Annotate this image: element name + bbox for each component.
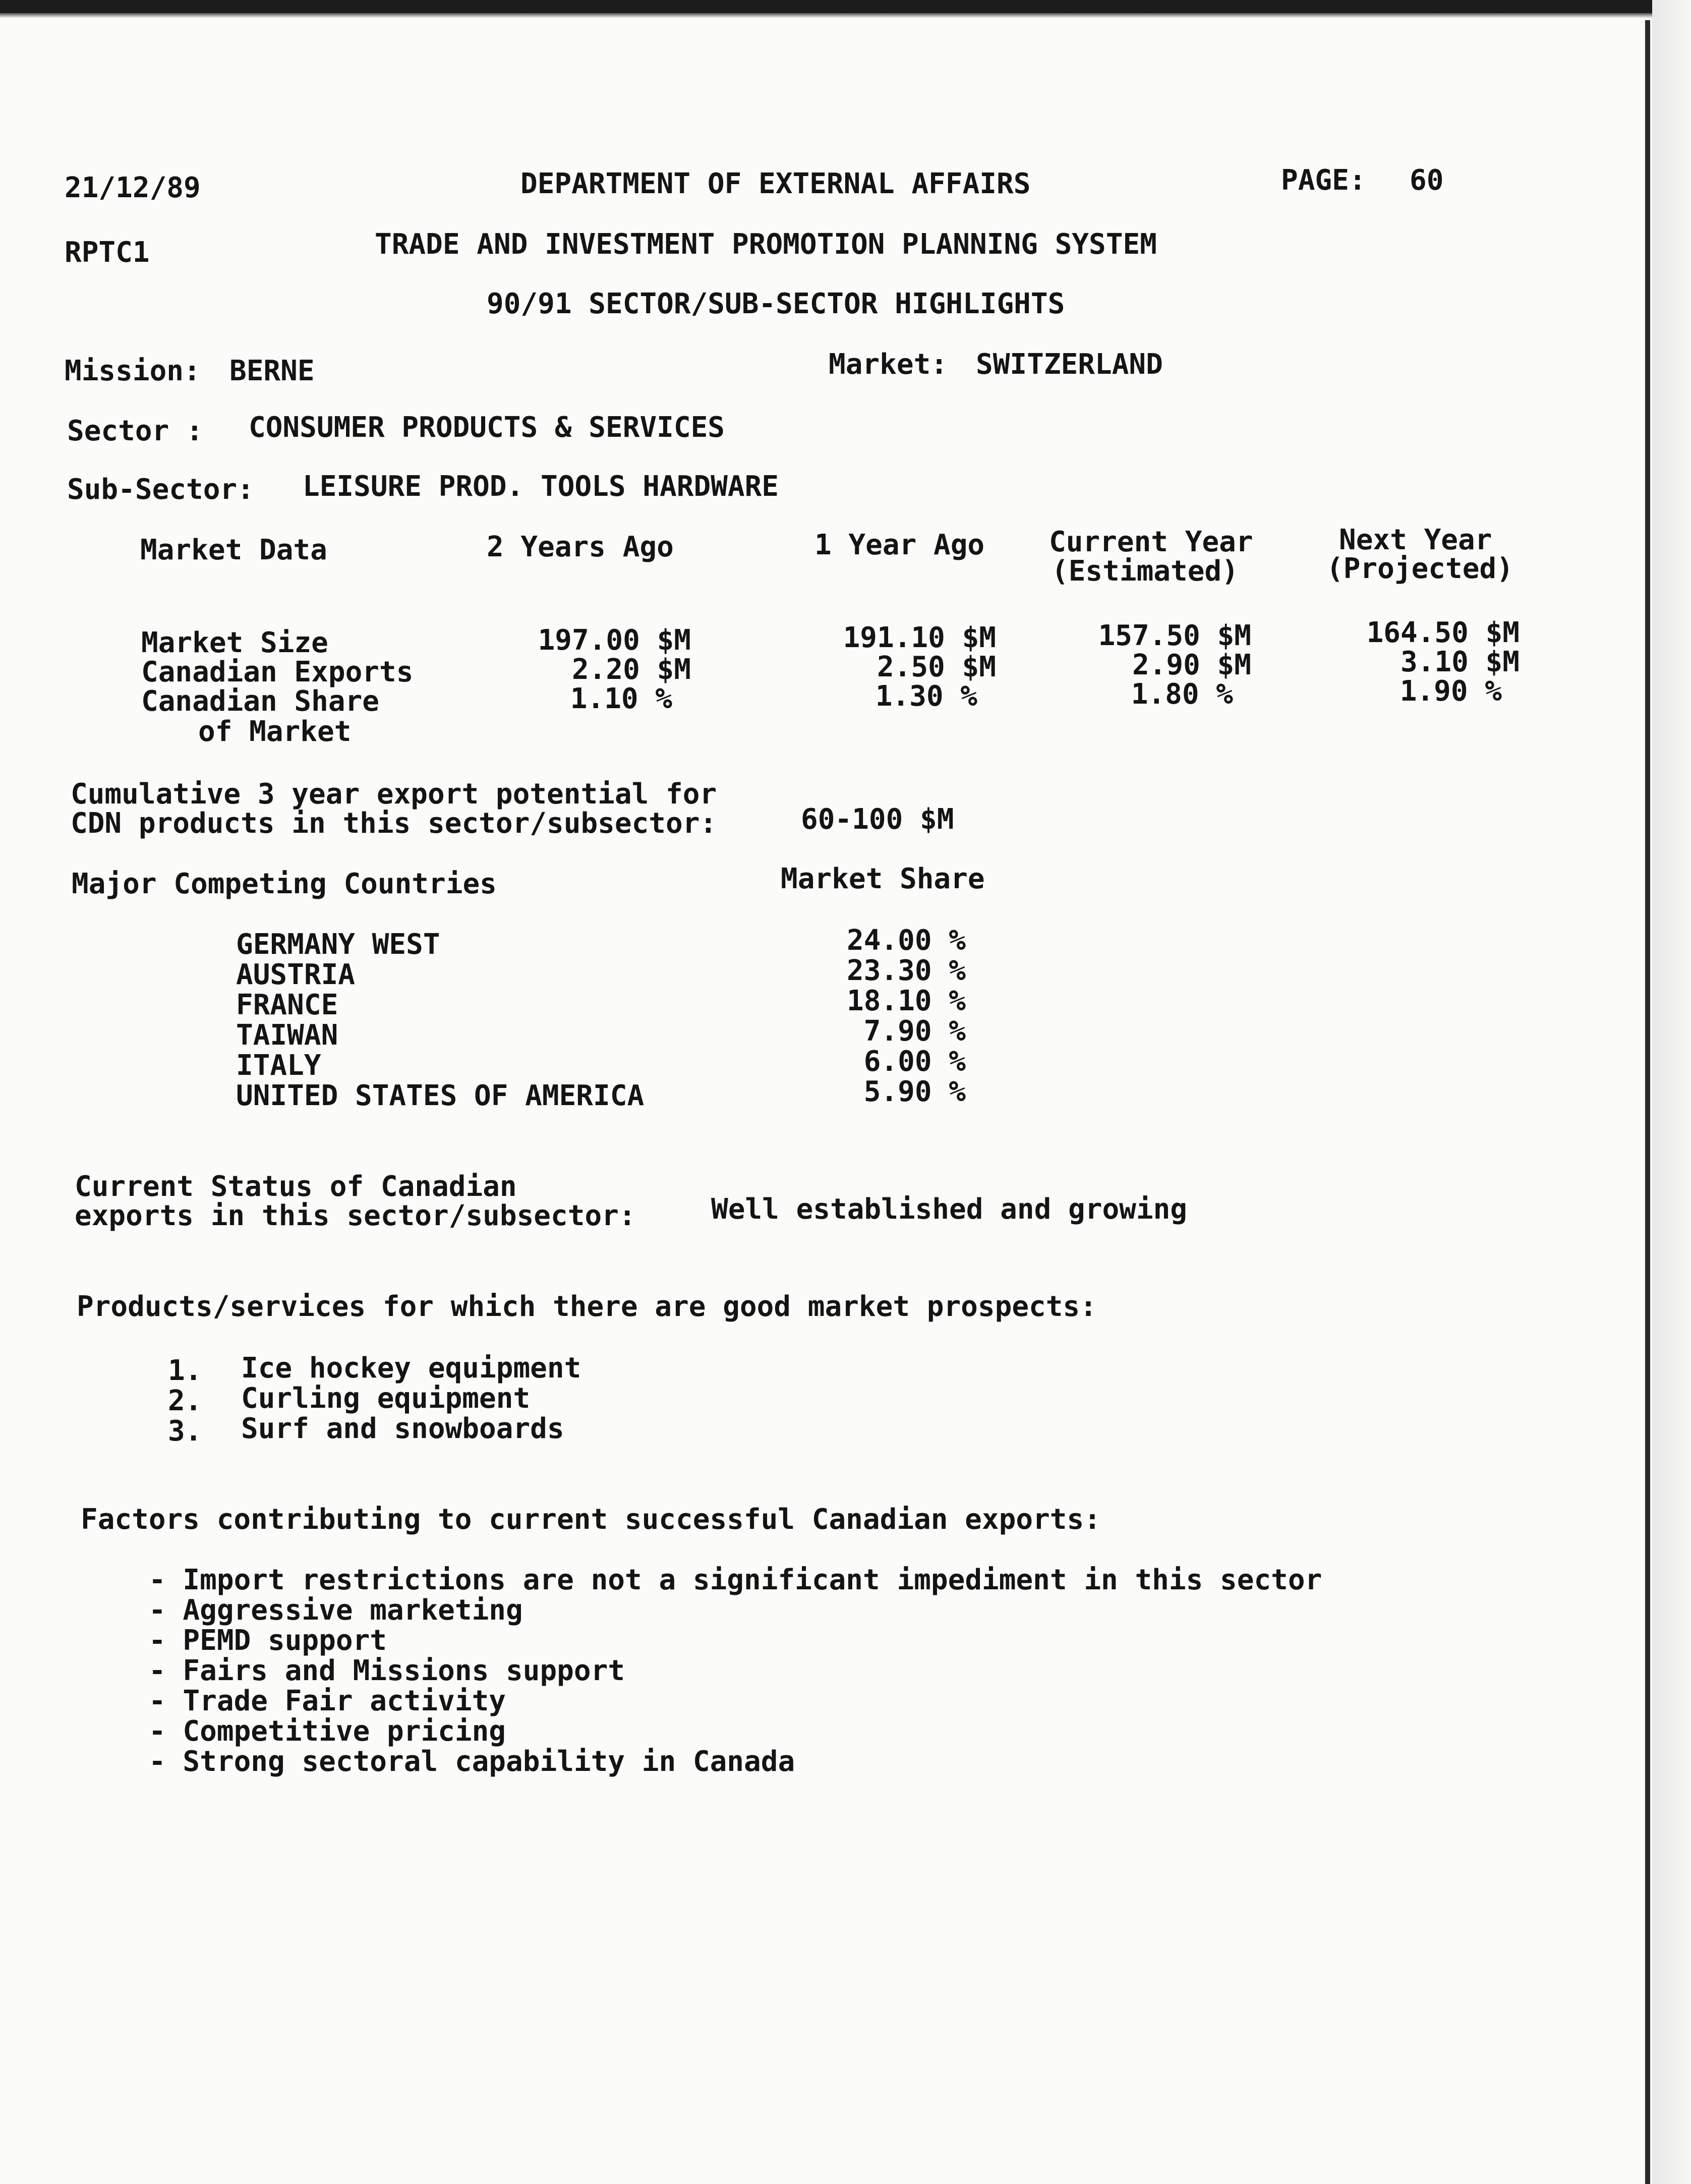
canadian-share-1-year-ago: 1.30 %: [875, 680, 977, 713]
system-title: TRADE AND INVESTMENT PROMOTION PLANNING SYSTEM: [375, 228, 1157, 261]
status-line-2: exports in this sector/subsector:: [75, 1199, 636, 1232]
canadian-exports-2-years-ago: 2.20 $M: [571, 653, 691, 686]
list-item: Surf and snowboards: [241, 1412, 564, 1445]
list-item: - Fairs and Missions support: [149, 1654, 625, 1687]
col-current-year-estimated: (Estimated): [1052, 555, 1239, 588]
list-item: Ice hockey equipment: [241, 1352, 581, 1385]
prospects-heading: Products/services for which there are good market prospects:: [77, 1290, 1097, 1323]
status-line-1: Current Status of Canadian: [75, 1170, 517, 1203]
canadian-exports-current-year: 2.90 $M: [1132, 649, 1251, 681]
market-label: Market:: [829, 348, 948, 381]
col-next-year: Next Year: [1339, 524, 1492, 556]
status-value: Well established and growing: [711, 1193, 1188, 1226]
col-1-year-ago: 1 Year Ago: [814, 529, 985, 561]
market-size-next-year: 164.50 $M: [1366, 616, 1520, 649]
canadian-share-current-year: 1.80 %: [1131, 678, 1233, 711]
col-2-years-ago: 2 Years Ago: [487, 531, 674, 563]
canadian-exports-next-year: 3.10 $M: [1400, 646, 1520, 678]
market-size-2-years-ago: 197.00 $M: [538, 624, 691, 657]
subsector-value: LEISURE PROD. TOOLS HARDWARE: [303, 470, 779, 503]
report-title: 90/91 SECTOR/SUB-SECTOR HIGHLIGHTS: [487, 288, 1065, 320]
list-item-number: 3.: [168, 1415, 202, 1448]
list-item-number: 1.: [168, 1354, 202, 1387]
competitor-share: 7.90 %: [863, 1015, 966, 1048]
competitor-share: 5.90 %: [863, 1075, 966, 1108]
potential-line-1: Cumulative 3 year export potential for: [71, 778, 717, 811]
mission-value: BERNE: [229, 355, 315, 387]
canadian-share-next-year: 1.90 %: [1400, 675, 1502, 708]
list-item: Curling equipment: [241, 1382, 531, 1415]
scan-top-shadow: [0, 13, 1691, 18]
report-date: 21/12/89: [65, 171, 201, 204]
page-number: 60: [1410, 164, 1444, 197]
potential-value: 60-100 $M: [801, 803, 954, 836]
row-label-canadian-exports: Canadian Exports: [141, 656, 414, 688]
factors-heading: Factors contributing to current successful Canadian exports:: [81, 1503, 1101, 1536]
col-market-data: Market Data: [140, 534, 327, 566]
row-label-market-size: Market Size: [141, 626, 328, 659]
competitor-share: 24.00 %: [846, 924, 966, 957]
list-item: - Import restrictions are not a significant impediment in this sector: [149, 1564, 1322, 1596]
competitor-country: GERMANY WEST: [236, 928, 440, 961]
competitors-heading: Major Competing Countries: [72, 868, 497, 900]
competitor-country: UNITED STATES OF AMERICA: [236, 1079, 645, 1112]
competitor-share: 6.00 %: [863, 1045, 966, 1078]
canadian-share-2-years-ago: 1.10 %: [570, 682, 672, 715]
market-size-1-year-ago: 191.10 $M: [843, 621, 996, 654]
mission-label: Mission:: [65, 355, 201, 387]
market-size-current-year: 157.50 $M: [1098, 619, 1251, 652]
scan-right-margin: [1652, 0, 1691, 2184]
sector-label: Sector :: [67, 415, 203, 447]
market-value: SWITZERLAND: [976, 348, 1163, 381]
canadian-exports-1-year-ago: 2.50 $M: [877, 651, 996, 683]
list-item: - Aggressive marketing: [149, 1594, 523, 1627]
competitor-country: FRANCE: [236, 989, 338, 1021]
list-item: - Trade Fair activity: [149, 1685, 506, 1717]
list-item: - Strong sectoral capability in Canada: [149, 1745, 795, 1778]
potential-line-2: CDN products in this sector/subsector:: [71, 807, 717, 840]
list-item: - Competitive pricing: [149, 1715, 506, 1748]
list-item: - PEMD support: [149, 1624, 387, 1657]
market-share-heading: Market Share: [781, 863, 985, 895]
competitor-share: 23.30 %: [846, 954, 966, 987]
competitor-country: ITALY: [236, 1049, 321, 1082]
row-label-canadian-share: Canadian Share: [141, 685, 380, 718]
scan-top-edge: [0, 0, 1691, 13]
col-next-year-projected: (Projected): [1326, 552, 1513, 585]
col-current-year: Current Year: [1049, 526, 1253, 558]
list-item-number: 2.: [168, 1385, 202, 1417]
competitor-country: TAIWAN: [236, 1019, 338, 1052]
row-label-of-market: of Market: [198, 715, 352, 748]
sector-value: CONSUMER PRODUCTS & SERVICES: [249, 411, 725, 444]
subsector-label: Sub-Sector:: [67, 473, 254, 506]
page-label: PAGE:: [1281, 164, 1366, 197]
report-code: RPTC1: [65, 236, 150, 269]
department-name: DEPARTMENT OF EXTERNAL AFFAIRS: [520, 167, 1031, 200]
competitor-country: AUSTRIA: [236, 958, 356, 991]
competitor-share: 18.10 %: [846, 985, 966, 1017]
scan-right-edge: [1645, 20, 1650, 2184]
